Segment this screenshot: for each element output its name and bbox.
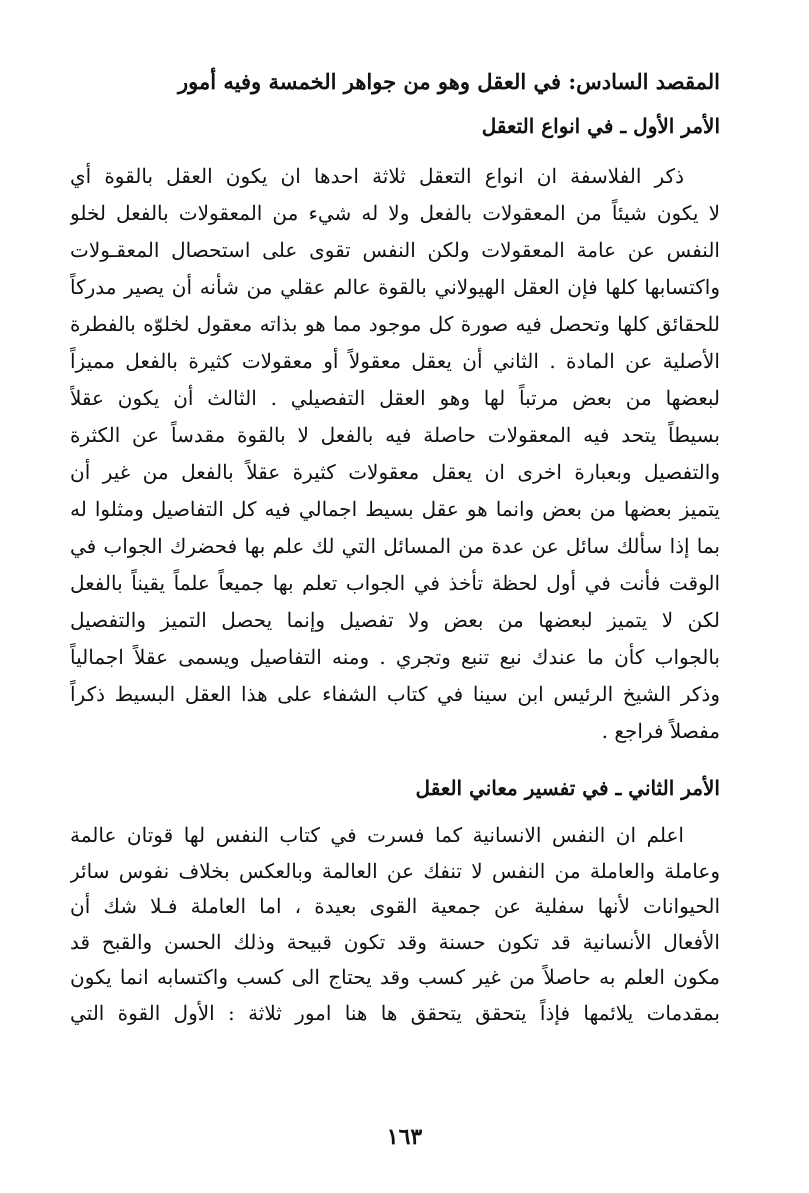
text-line: بالجواب كأن ما عندك نبع تنبع وتجري . ومنه التفاصيل ويسمى عقلاً اجمالياً — [70, 645, 720, 669]
text-line: الوقت فأنت في أول لحظة تأخذ في الجواب تعلم بها جميعاً علماً يقيناً بالفعل — [70, 571, 720, 595]
text-line: اعلم ان النفس الانسانية كما فسرت في كتاب النفس لها قوتان عالمة — [70, 823, 684, 847]
text-line: لكن لا يتميز لبعضها من بعض ولا تفصيل وإنما يحصل التميز والتفصيل — [70, 608, 720, 632]
text-line: الأفعال الأنسانية قد تكون حسنة وقد تكون قبيحة وذلك الحسن والقبح قد — [70, 929, 720, 954]
paragraph-meanings-of-intellect — [70, 818, 720, 1031]
text-line: مكون العلم به حاصلاً من غير كسب وقد يحتاج الى كسب واكتسابه انما يكون — [70, 965, 720, 989]
text-line: لا يكون شيئاً من المعقولات بالفعل ولا له شيء من المعقولات بالفعل لخلو — [70, 201, 720, 225]
page-number: ١٦٣ — [386, 1124, 423, 1150]
subsection-title-second: الأمر الثاني ـ في تفسير معاني العقل — [415, 776, 720, 800]
text-line: واكتسابها كلها فإن العقل الهيولاني بالقوة عالم عقلي من شأنه أن يصير مدركاً — [70, 275, 720, 299]
page-body — [70, 62, 720, 1031]
text-line: وذكر الشيخ الرئيس ابن سينا في كتاب الشفاء على هذا العقل البسيط ذكراً — [70, 682, 720, 706]
text-line: لبعضها من بعض مرتباً لها وهو العقل التفصيلي . الثالث أن يكون عقلاً — [70, 386, 720, 410]
subsection-title-first: الأمر الأول ـ في انواع التعقل — [481, 114, 720, 138]
text-line: بمقدمات يلائمها فإذاً يتحقق يتحقق ها هنا امور ثلاثة : الأول القوة التي — [70, 1000, 720, 1025]
text-line: مفصلاً فراجع . — [601, 719, 720, 743]
section-title: المقصد السادس: في العقل وهو من جواهر الخمسة وفيه أمور — [178, 69, 720, 94]
text-line: والتفصيل وبعبارة اخرى ان يعقل معقولات كثيرة عقلاً بالفعل من غير أن — [70, 460, 720, 484]
text-line: الأصلية عن المادة . الثاني أن يعقل معقولاً أو معقولات كثيرة بالفعل مميزاً — [70, 349, 720, 373]
text-line: بما إذا سألك سائل عن عدة من المسائل التي لك علم بها فحضرك الجواب في — [70, 534, 720, 558]
text-line: النفس عن عامة المعقولات ولكن النفس تقوى على استحصال المعقـولات — [70, 238, 720, 262]
text-line: وعاملة والعاملة من النفس لا تنفك عن العالمة وبالعكس بخلاف نفوس سائر — [70, 858, 720, 883]
text-line: يتميز بعضها من بعض وانما هو عقل بسيط اجمالي فيه كل التفاصيل ومثلوا له — [70, 497, 720, 521]
text-line: ذكر الفلاسفة ان انواع التعقل ثلاثة احدها ان يكون العقل بالقوة أي — [70, 164, 684, 188]
text-line: للحقائق كلها وتحصل فيه صورة كل موجود مما هو بذاته معقول لخلوّه بالفطرة — [70, 312, 720, 336]
paragraph-types-of-intellection — [70, 158, 720, 750]
text-line: الحيوانات لأنها سفلية عن جمعية القوى بعيدة ، اما العاملة فـلا شك أن — [70, 894, 720, 918]
text-line: بسيطاً يتحد فيه المعقولات حاصلة فيه بالفعل لا بالقوة مقدساً عن الكثرة — [70, 423, 720, 447]
